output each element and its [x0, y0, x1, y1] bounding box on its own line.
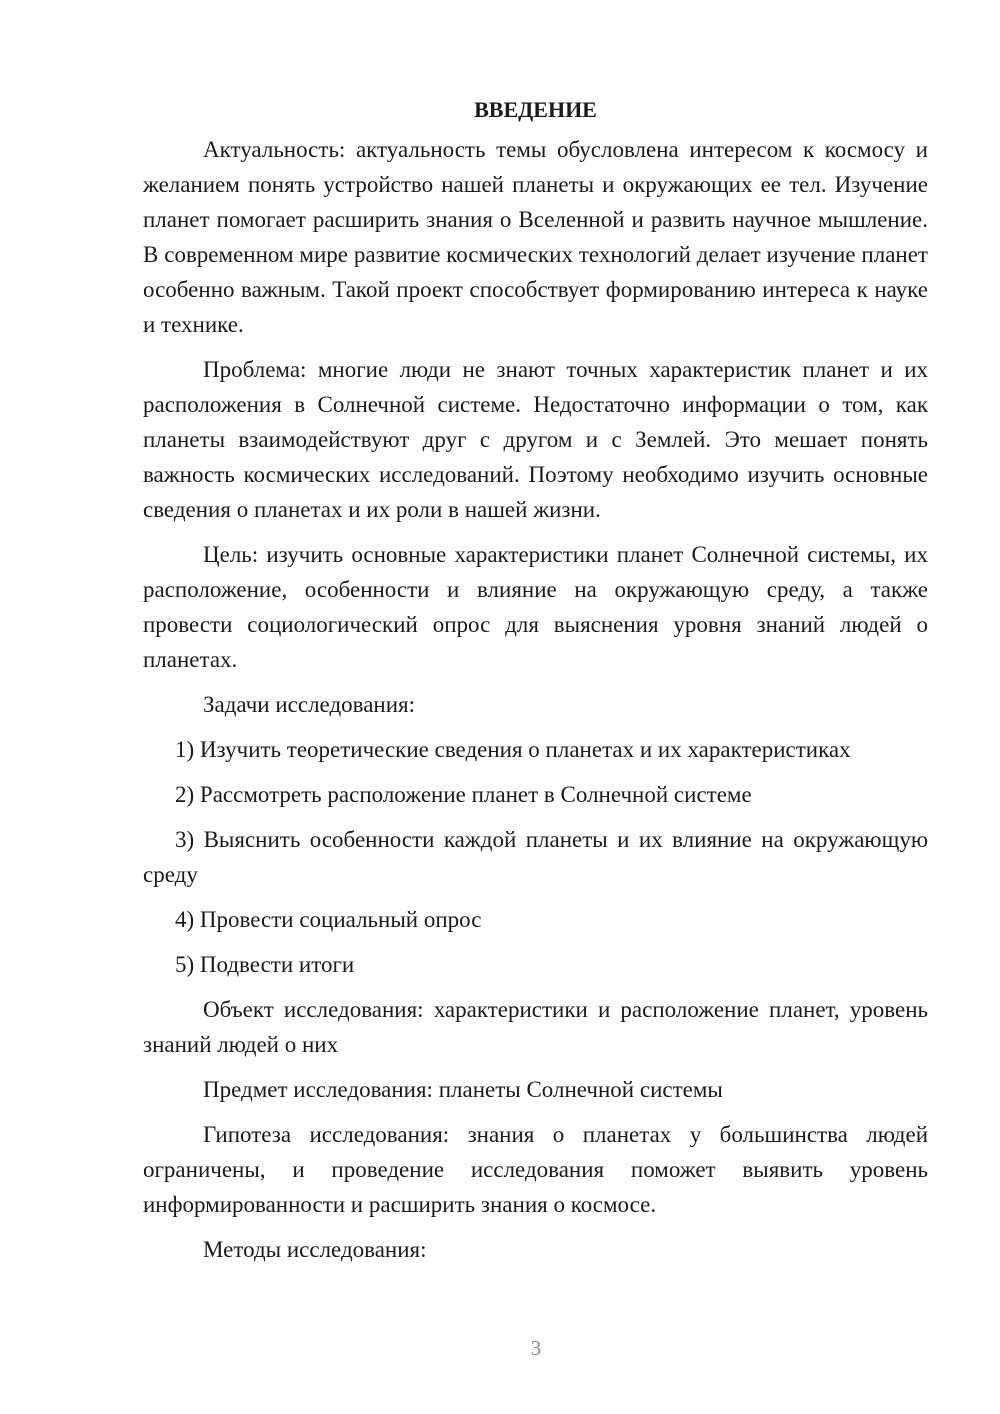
- paragraph-object: Объект исследования: характеристики и расположение планет, уровень знаний людей о них: [143, 997, 928, 1057]
- paragraph-problem: Проблема: многие люди не знают точных характеристик планет и их расположения в Солнечной системе. Недостаточно информации о том, как планеты взаимодействуют друг с другом и с Землей. Это мешает понять важность космических исследований. Поэтому необходимо изучить основные сведения о планетах и их роли в нашей жизни.: [143, 357, 928, 522]
- paragraph-subject: Предмет исследования: планеты Солнечной системы: [203, 1077, 723, 1102]
- task-item-2: 2) Рассмотреть расположение планет в Солнечной системе: [175, 782, 752, 807]
- page-number: 3: [530, 1336, 542, 1360]
- task-item-3: 3) Выяснить особенности каждой планеты и их влияние на окружающую среду: [143, 827, 928, 887]
- paragraph-relevance: Актуальность: актуальность темы обусловлена интересом к космосу и желанием понять устройство нашей планеты и окружающих ее тел. Изучение планет помогает расширить знания о Вселенной и развить научное мышление. В современном мире развитие космических технологий делает изучение планет особенно важным. Такой проект способствует формированию интереса к науке и технике.: [143, 137, 928, 337]
- task-item-4: 4) Провести социальный опрос: [175, 907, 482, 932]
- paragraph-methods: Методы исследования:: [203, 1237, 427, 1262]
- paragraph-goal: Цель: изучить основные характеристики планет Солнечной системы, их расположение, особенности и влияние на окружающую среду, а также провести социологический опрос для выяснения уровня знаний людей о планетах.: [143, 542, 928, 672]
- paragraph-tasks-heading: Задачи исследования:: [203, 692, 416, 717]
- page-title: ВВЕДЕНИЕ: [474, 97, 597, 122]
- paragraph-hypothesis: Гипотеза исследования: знания о планетах у большинства людей ограничены, и проведение исследования поможет выявить уровень информированности и расширить знания о космосе.: [143, 1122, 928, 1217]
- task-item-5: 5) Подвести итоги: [175, 952, 355, 977]
- task-item-1: 1) Изучить теоретические сведения о планетах и их характеристиках: [175, 737, 851, 762]
- page-content: [143, 92, 928, 1277]
